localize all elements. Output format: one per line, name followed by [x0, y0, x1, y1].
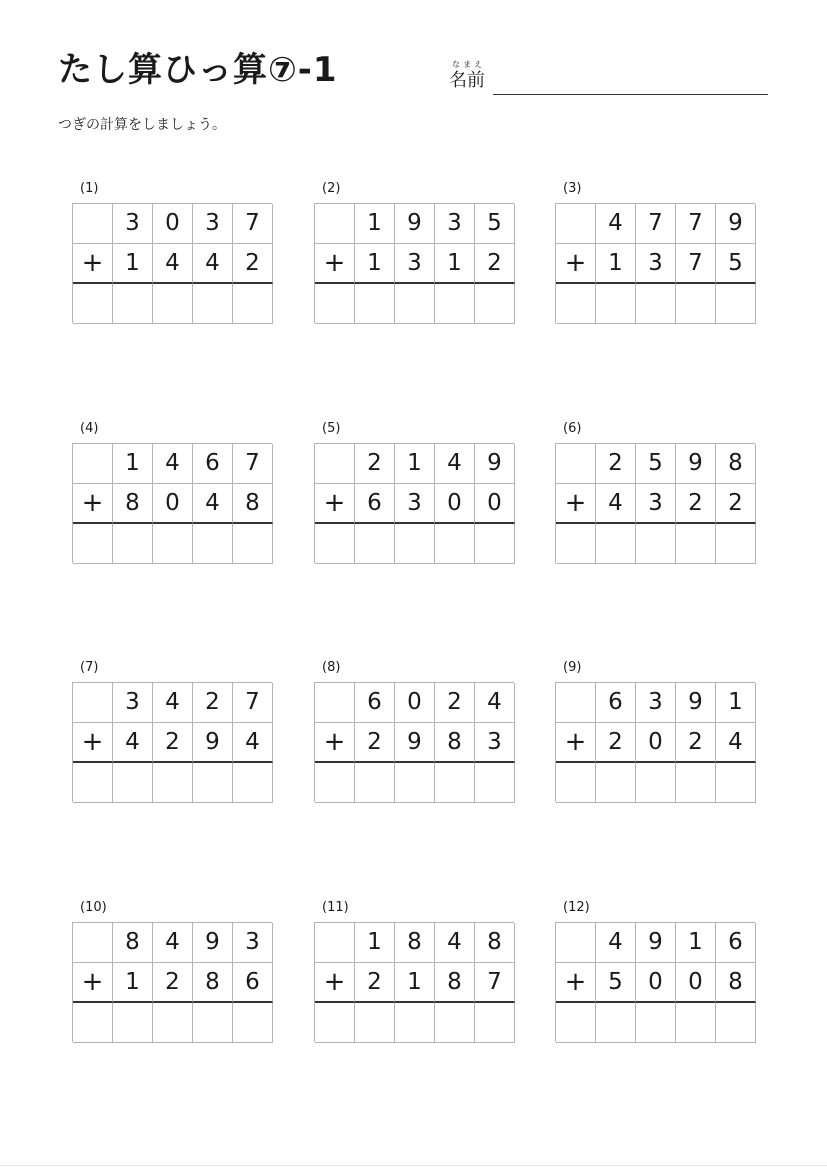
- problem-5: [314, 421, 514, 583]
- problem-number: (9): [563, 660, 582, 675]
- plus-sign: +: [315, 484, 355, 524]
- answer-cell[interactable]: [395, 1003, 435, 1043]
- problem-grid: [72, 443, 272, 563]
- answer-cell[interactable]: [716, 763, 756, 803]
- problem-9: [555, 660, 755, 822]
- addend-digit: 2: [596, 444, 636, 484]
- answer-cell[interactable]: [475, 1003, 515, 1043]
- addend-digit: 4: [435, 444, 475, 484]
- empty-cell: [73, 444, 113, 484]
- empty-cell: [556, 444, 596, 484]
- problem-grid: [72, 203, 272, 323]
- answer-cell[interactable]: [113, 284, 153, 324]
- empty-cell: [315, 444, 355, 484]
- problem-number: (10): [80, 900, 107, 915]
- addend-digit: 2: [676, 723, 716, 763]
- addend-digit: 9: [636, 923, 676, 963]
- answer-cell[interactable]: [233, 763, 273, 803]
- answer-cell[interactable]: [596, 763, 636, 803]
- plus-sign: +: [73, 244, 113, 284]
- addend-digit: 6: [233, 963, 273, 1003]
- addend-digit: 1: [676, 923, 716, 963]
- plus-sign: +: [315, 963, 355, 1003]
- answer-cell[interactable]: [676, 1003, 716, 1043]
- addend-digit: 3: [636, 683, 676, 723]
- addend-digit: 1: [113, 963, 153, 1003]
- addend-digit: 1: [596, 244, 636, 284]
- answer-cell[interactable]: [435, 524, 475, 564]
- addend-digit: 0: [153, 484, 193, 524]
- answer-cell[interactable]: [435, 284, 475, 324]
- addend-digit: 9: [395, 204, 435, 244]
- empty-cell: [73, 923, 113, 963]
- answer-cell[interactable]: [596, 1003, 636, 1043]
- answer-cell[interactable]: [636, 524, 676, 564]
- problem-number: (6): [563, 421, 582, 436]
- problem-number: (5): [322, 421, 341, 436]
- problem-number: (7): [80, 660, 99, 675]
- problem-grid: [555, 922, 755, 1042]
- answer-cell[interactable]: [676, 763, 716, 803]
- addend-digit: 8: [716, 444, 756, 484]
- answer-cell[interactable]: [355, 763, 395, 803]
- addend-digit: 8: [113, 484, 153, 524]
- addend-digit: 5: [475, 204, 515, 244]
- addend-digit: 6: [716, 923, 756, 963]
- answer-cell[interactable]: [556, 524, 596, 564]
- addend-digit: 9: [395, 723, 435, 763]
- name-write-line[interactable]: [493, 94, 768, 95]
- answer-cell[interactable]: [475, 524, 515, 564]
- addend-digit: 7: [676, 204, 716, 244]
- problem-grid: [555, 682, 755, 802]
- problem-number: (11): [322, 900, 349, 915]
- addend-digit: 3: [193, 204, 233, 244]
- addend-digit: 9: [475, 444, 515, 484]
- addend-digit: 1: [113, 244, 153, 284]
- problem-number: (2): [322, 181, 341, 196]
- addend-digit: 3: [233, 923, 273, 963]
- addend-digit: 1: [395, 444, 435, 484]
- addend-digit: 4: [596, 204, 636, 244]
- addend-digit: 5: [716, 244, 756, 284]
- problem-grid: [314, 203, 514, 323]
- addend-digit: 4: [193, 244, 233, 284]
- answer-cell[interactable]: [475, 763, 515, 803]
- plus-sign: +: [73, 723, 113, 763]
- addend-digit: 6: [596, 683, 636, 723]
- answer-cell[interactable]: [113, 524, 153, 564]
- addend-digit: 3: [435, 204, 475, 244]
- plus-sign: +: [556, 484, 596, 524]
- answer-cell[interactable]: [73, 284, 113, 324]
- plus-sign: +: [556, 723, 596, 763]
- addend-digit: 6: [193, 444, 233, 484]
- addend-digit: 5: [596, 963, 636, 1003]
- addend-digit: 4: [153, 923, 193, 963]
- addend-digit: 3: [395, 244, 435, 284]
- problem-grid: [555, 203, 755, 323]
- problem-6: [555, 421, 755, 583]
- name-label: 名前: [449, 70, 485, 91]
- addend-digit: 1: [435, 244, 475, 284]
- answer-cell[interactable]: [636, 763, 676, 803]
- addend-digit: 2: [716, 484, 756, 524]
- problem-2: [314, 181, 514, 343]
- answer-cell[interactable]: [233, 284, 273, 324]
- addend-digit: 3: [636, 244, 676, 284]
- addend-digit: 4: [596, 484, 636, 524]
- addend-digit: 4: [193, 484, 233, 524]
- problem-grid: [314, 443, 514, 563]
- answer-cell[interactable]: [355, 524, 395, 564]
- answer-cell[interactable]: [355, 1003, 395, 1043]
- addend-digit: 2: [435, 683, 475, 723]
- answer-cell[interactable]: [355, 284, 395, 324]
- addend-digit: 7: [475, 963, 515, 1003]
- addend-digit: 0: [636, 723, 676, 763]
- addend-digit: 2: [355, 963, 395, 1003]
- answer-cell[interactable]: [153, 284, 193, 324]
- problem-number: (4): [80, 421, 99, 436]
- answer-cell[interactable]: [636, 284, 676, 324]
- addend-digit: 2: [193, 683, 233, 723]
- answer-cell[interactable]: [315, 524, 355, 564]
- addend-digit: 9: [676, 683, 716, 723]
- empty-cell: [556, 683, 596, 723]
- addend-digit: 7: [676, 244, 716, 284]
- plus-sign: +: [73, 963, 113, 1003]
- addend-digit: 4: [716, 723, 756, 763]
- answer-cell[interactable]: [435, 763, 475, 803]
- answer-cell[interactable]: [73, 524, 113, 564]
- addend-digit: 0: [676, 963, 716, 1003]
- problem-4: [72, 421, 272, 583]
- addend-digit: 8: [716, 963, 756, 1003]
- addend-digit: 2: [355, 723, 395, 763]
- addend-digit: 8: [193, 963, 233, 1003]
- addend-digit: 8: [395, 923, 435, 963]
- plus-sign: +: [556, 963, 596, 1003]
- addend-digit: 4: [475, 683, 515, 723]
- answer-cell[interactable]: [233, 524, 273, 564]
- addend-digit: 8: [435, 963, 475, 1003]
- addend-digit: 7: [233, 204, 273, 244]
- answer-cell[interactable]: [153, 1003, 193, 1043]
- empty-cell: [315, 923, 355, 963]
- plus-sign: +: [315, 723, 355, 763]
- answer-cell[interactable]: [676, 284, 716, 324]
- addend-digit: 8: [475, 923, 515, 963]
- answer-cell[interactable]: [596, 524, 636, 564]
- answer-cell[interactable]: [153, 524, 193, 564]
- addend-digit: 1: [355, 244, 395, 284]
- addend-digit: 2: [355, 444, 395, 484]
- answer-cell[interactable]: [435, 1003, 475, 1043]
- answer-cell[interactable]: [556, 284, 596, 324]
- answer-cell[interactable]: [676, 524, 716, 564]
- addend-digit: 1: [395, 963, 435, 1003]
- addend-digit: 8: [113, 923, 153, 963]
- answer-cell[interactable]: [193, 763, 233, 803]
- addend-digit: 7: [636, 204, 676, 244]
- addend-digit: 7: [233, 683, 273, 723]
- answer-cell[interactable]: [315, 1003, 355, 1043]
- addend-digit: 9: [676, 444, 716, 484]
- answer-cell[interactable]: [315, 284, 355, 324]
- addend-digit: 3: [113, 683, 153, 723]
- empty-cell: [315, 204, 355, 244]
- addend-digit: 0: [475, 484, 515, 524]
- answer-cell[interactable]: [395, 284, 435, 324]
- addend-digit: 9: [193, 723, 233, 763]
- problem-11: [314, 900, 514, 1062]
- answer-cell[interactable]: [596, 284, 636, 324]
- addend-digit: 8: [435, 723, 475, 763]
- empty-cell: [556, 923, 596, 963]
- answer-cell[interactable]: [73, 1003, 113, 1043]
- addend-digit: 1: [355, 204, 395, 244]
- addend-digit: 2: [153, 963, 193, 1003]
- answer-cell[interactable]: [153, 763, 193, 803]
- answer-cell[interactable]: [475, 284, 515, 324]
- answer-cell[interactable]: [113, 1003, 153, 1043]
- instruction-text: つぎの計算をしましょう。: [58, 117, 226, 133]
- addend-digit: 1: [113, 444, 153, 484]
- plus-sign: +: [73, 484, 113, 524]
- addend-digit: 9: [193, 923, 233, 963]
- answer-cell[interactable]: [113, 763, 153, 803]
- addend-digit: 0: [395, 683, 435, 723]
- addend-digit: 3: [636, 484, 676, 524]
- answer-cell[interactable]: [193, 1003, 233, 1043]
- addend-digit: 7: [233, 444, 273, 484]
- addend-digit: 4: [153, 683, 193, 723]
- problem-1: [72, 181, 272, 343]
- problem-3: [555, 181, 755, 343]
- name-ruby: なまえ: [452, 60, 485, 69]
- plus-sign: +: [315, 244, 355, 284]
- addend-digit: 4: [153, 244, 193, 284]
- addend-digit: 6: [355, 683, 395, 723]
- addend-digit: 0: [636, 963, 676, 1003]
- addend-digit: 4: [233, 723, 273, 763]
- empty-cell: [73, 683, 113, 723]
- answer-cell[interactable]: [395, 524, 435, 564]
- addend-digit: 2: [233, 244, 273, 284]
- addend-digit: 1: [355, 923, 395, 963]
- answer-cell[interactable]: [716, 1003, 756, 1043]
- problem-10: [72, 900, 272, 1062]
- problem-number: (12): [563, 900, 590, 915]
- addend-digit: 3: [113, 204, 153, 244]
- addend-digit: 6: [355, 484, 395, 524]
- addend-digit: 2: [676, 484, 716, 524]
- addend-digit: 4: [153, 444, 193, 484]
- addend-digit: 9: [716, 204, 756, 244]
- addend-digit: 4: [435, 923, 475, 963]
- addend-digit: 0: [153, 204, 193, 244]
- addend-digit: 3: [395, 484, 435, 524]
- problem-number: (3): [563, 181, 582, 196]
- page-title: たし算ひっ算⑦-1: [58, 50, 338, 90]
- name-block: [449, 60, 769, 100]
- addend-digit: 8: [233, 484, 273, 524]
- problem-7: [72, 660, 272, 822]
- problem-number: (1): [80, 181, 99, 196]
- problem-grid: [314, 682, 514, 802]
- answer-cell[interactable]: [716, 284, 756, 324]
- answer-cell[interactable]: [193, 524, 233, 564]
- empty-cell: [315, 683, 355, 723]
- problem-grid: [555, 443, 755, 563]
- answer-cell[interactable]: [73, 763, 113, 803]
- problem-grid: [72, 922, 272, 1042]
- addend-digit: 2: [475, 244, 515, 284]
- problem-number: (8): [322, 660, 341, 675]
- answer-cell[interactable]: [716, 524, 756, 564]
- addend-digit: 0: [435, 484, 475, 524]
- answer-cell[interactable]: [395, 763, 435, 803]
- empty-cell: [73, 204, 113, 244]
- addend-digit: 4: [113, 723, 153, 763]
- plus-sign: +: [556, 244, 596, 284]
- problem-grid: [72, 682, 272, 802]
- answer-cell[interactable]: [193, 284, 233, 324]
- addend-digit: 3: [475, 723, 515, 763]
- empty-cell: [556, 204, 596, 244]
- addend-digit: 2: [596, 723, 636, 763]
- answer-cell[interactable]: [556, 763, 596, 803]
- problem-8: [314, 660, 514, 822]
- answer-cell[interactable]: [233, 1003, 273, 1043]
- answer-cell[interactable]: [636, 1003, 676, 1043]
- addend-digit: 4: [596, 923, 636, 963]
- problem-grid: [314, 922, 514, 1042]
- addend-digit: 5: [636, 444, 676, 484]
- answer-cell[interactable]: [315, 763, 355, 803]
- addend-digit: 2: [153, 723, 193, 763]
- addend-digit: 1: [716, 683, 756, 723]
- page-bottom-edge: [0, 1165, 827, 1166]
- problem-12: [555, 900, 755, 1062]
- answer-cell[interactable]: [556, 1003, 596, 1043]
